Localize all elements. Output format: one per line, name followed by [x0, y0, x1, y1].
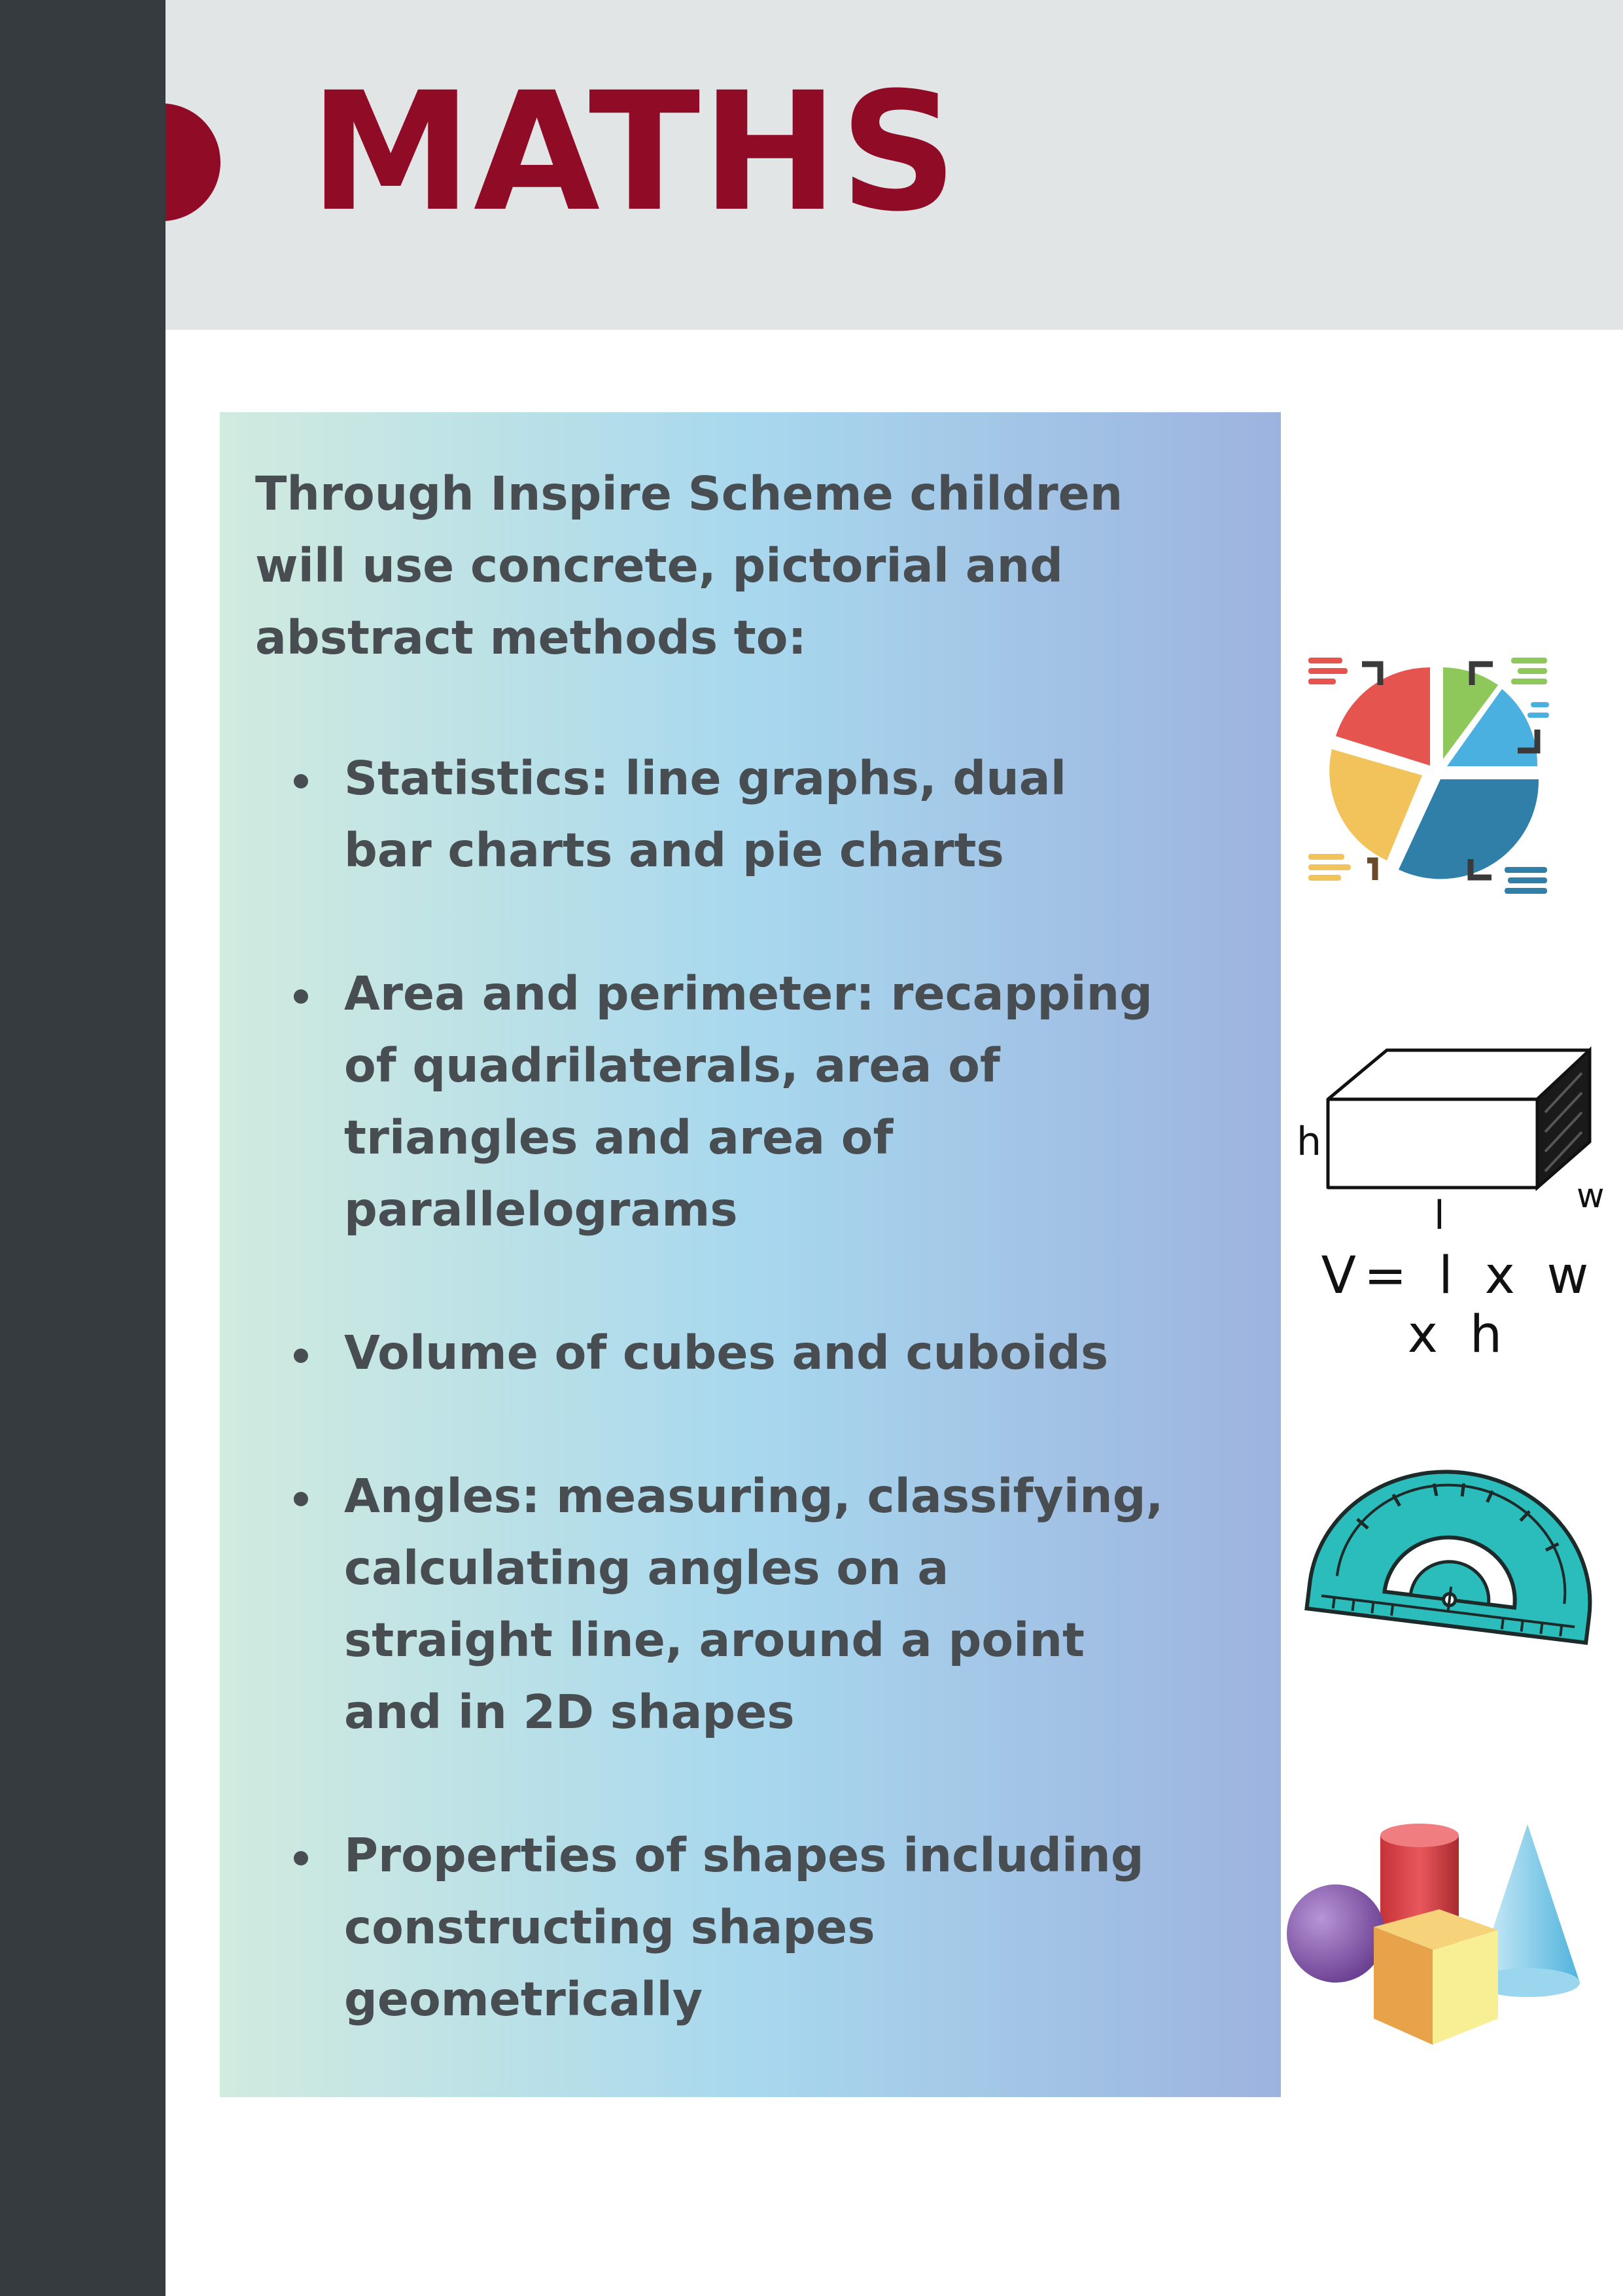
intro-text: Through Inspire Scheme children will use concrete, pictorial and abstract methods to:: [255, 467, 1123, 665]
bullet-icon: [294, 989, 308, 1004]
content-panel: [220, 412, 1281, 2097]
list-item-text: Angles: measuring, classifying, calculating angles on a straight line, around a point and in 2D shapes: [344, 1469, 1164, 1739]
list-item: [255, 1820, 1170, 2036]
3d-shapes-icon: [1282, 1819, 1609, 2055]
header-band: [166, 0, 1623, 330]
list-item: [255, 743, 1170, 887]
bullet-icon: [294, 1851, 308, 1865]
cuboid-label-h: h: [1297, 1119, 1322, 1165]
volume-formula: V= l x w x h: [1321, 1246, 1597, 1364]
header-dot-icon: [166, 103, 220, 221]
protractor-icon: [1299, 1459, 1606, 1682]
bullet-icon: [294, 1349, 308, 1363]
left-sidebar-bar: [0, 0, 166, 2296]
topic-list: [255, 743, 1170, 2036]
pie-chart-icon: [1302, 645, 1557, 900]
list-item: [255, 1317, 1170, 1389]
list-item: [255, 1460, 1170, 1748]
list-item: [255, 958, 1170, 1246]
cuboid-label-w: w: [1577, 1176, 1605, 1216]
list-item-text: Properties of shapes including constructing shapes geometrically: [344, 1828, 1144, 2026]
list-item-text: Area and perimeter: recapping of quadrilaterals, area of triangles and area of parallelograms: [344, 966, 1153, 1237]
bullet-icon: [294, 774, 308, 788]
list-item-text: Volume of cubes and cuboids: [344, 1326, 1109, 1380]
cuboid-label-l: l: [1434, 1193, 1445, 1237]
cuboid-sketch-icon: [1289, 1040, 1609, 1237]
bullet-icon: [294, 1492, 308, 1506]
page-title: MATHS: [309, 57, 959, 247]
list-item-text: Statistics: line graphs, dual bar charts and pie charts: [344, 751, 1067, 877]
